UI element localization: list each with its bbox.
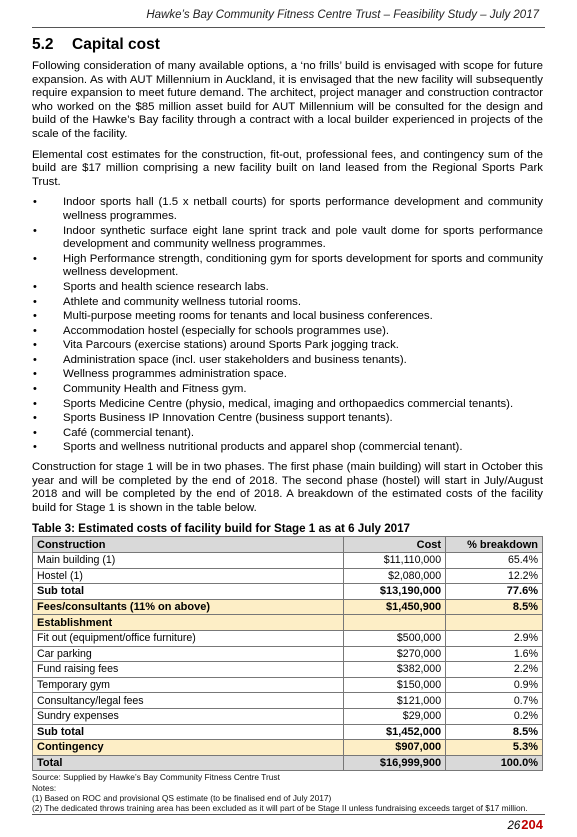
cell-cost: $13,190,000 bbox=[344, 584, 446, 600]
footer-divider bbox=[32, 814, 545, 815]
bullet-icon: • bbox=[33, 441, 37, 454]
cell-cost: $16,999,900 bbox=[344, 755, 446, 771]
table-row bbox=[33, 662, 543, 678]
cell-cost: $382,000 bbox=[344, 662, 446, 678]
cell-cost: $1,452,000 bbox=[344, 724, 446, 740]
list-item: • Sports Medicine Centre (physio, medical, imaging and orthopaedics commercial tenants). bbox=[33, 397, 514, 410]
table-row bbox=[33, 708, 543, 724]
facility-features-list bbox=[32, 196, 543, 455]
section-number: 5.2 bbox=[32, 36, 54, 53]
list-item: • Café (commercial tenant). bbox=[33, 426, 195, 439]
cell-percent: 5.3% bbox=[446, 740, 543, 756]
cell-item: Sundry expenses bbox=[33, 708, 344, 724]
list-item: • Sports and health science research labs. bbox=[33, 280, 269, 293]
cell-item: Establishment bbox=[33, 615, 344, 631]
table-row bbox=[33, 740, 543, 756]
note-1: (1) Based on ROC and provisional QS estimate (to be finalised end of July 2017) bbox=[32, 792, 332, 803]
source-note: Source: Supplied by Hawke’s Bay Community Fitness Centre Trust bbox=[32, 772, 280, 783]
cell-item: Temporary gym bbox=[33, 677, 344, 693]
table-row bbox=[33, 755, 543, 771]
list-item: • Indoor sports hall (1.5 x netball courts) for sports performance development and community wellness programmes. bbox=[33, 196, 543, 222]
list-item: • Indoor synthetic surface eight lane sprint track and pole vault dome for sports performance development and community wellness programmes. bbox=[33, 224, 543, 251]
cell-item: Fund raising fees bbox=[33, 662, 344, 678]
bullet-icon: • bbox=[33, 280, 37, 293]
table-row bbox=[33, 630, 543, 646]
cell-percent: 8.5% bbox=[446, 599, 543, 615]
page-number-local: 26 bbox=[507, 820, 521, 832]
bullet-icon: • bbox=[33, 310, 37, 323]
bullet-icon: • bbox=[33, 252, 37, 265]
bullet-icon: • bbox=[33, 196, 37, 209]
cell-item: Total bbox=[33, 755, 344, 771]
paragraph-construction-stages: Construction for stage 1 will be in two phases. The first phase (main building) will start in October this year and will be completed by the end of 2018. The second phase (hostel) will start in July/August 2018 and will be completed by the end of 2018. A breakdown of the estimated costs of the facility build for Stage 1 is shown in the table below. bbox=[32, 461, 543, 514]
list-item: • Administration space (incl. user stakeholders and business tenants). bbox=[33, 353, 407, 366]
cell-item: Sub total bbox=[33, 724, 344, 740]
cell-percent: 12.2% bbox=[446, 568, 543, 584]
bullet-icon: • bbox=[33, 383, 37, 396]
list-item: • Community Health and Fitness gym. bbox=[33, 383, 247, 396]
table-row bbox=[33, 693, 543, 709]
list-item: • Athlete and community wellness tutorial rooms. bbox=[33, 295, 302, 308]
bullet-icon: • bbox=[33, 295, 37, 308]
cell-percent: 0.9% bbox=[446, 677, 543, 693]
column-header-construction: Construction bbox=[33, 537, 344, 553]
cell-item: Contingency bbox=[33, 740, 344, 756]
section-heading bbox=[32, 36, 543, 54]
cell-item: Consultancy/legal fees bbox=[33, 693, 344, 709]
table-row bbox=[33, 568, 543, 584]
cell-cost: $29,000 bbox=[344, 708, 446, 724]
list-item: • Sports and wellness nutritional products and apparel shop (commercial tenant). bbox=[33, 441, 463, 454]
list-item: • Vita Parcours (exercise stations) around Sports Park jogging track. bbox=[33, 339, 399, 352]
cell-percent: 1.6% bbox=[446, 646, 543, 662]
cell-cost: $121,000 bbox=[344, 693, 446, 709]
table-row bbox=[33, 553, 543, 569]
cell-item: Main building (1) bbox=[33, 553, 344, 569]
table-row bbox=[33, 646, 543, 662]
cell-cost: $907,000 bbox=[344, 740, 446, 756]
list-item: • High Performance strength, conditioning gym for sports development for sports and community wellness development. bbox=[33, 252, 543, 279]
cell-percent: 77.6% bbox=[446, 584, 543, 600]
table-row bbox=[33, 724, 543, 740]
cell-item: Hostel (1) bbox=[33, 568, 344, 584]
table-notes bbox=[32, 772, 543, 813]
running-header: Hawke’s Bay Community Fitness Centre Trust – Feasibility Study – July 2017 bbox=[146, 9, 539, 21]
cell-item: Sub total bbox=[33, 584, 344, 600]
bullet-icon: • bbox=[33, 339, 37, 352]
cell-percent bbox=[446, 615, 543, 631]
note-2: (2) The dedicated throws training area has been excluded as it will part of be Stage II unless fundraising exceeds target of $17 million. bbox=[32, 803, 528, 814]
table-row bbox=[33, 615, 543, 631]
cell-cost: $2,080,000 bbox=[344, 568, 446, 584]
table-row bbox=[33, 599, 543, 615]
paragraph-cost-estimate: Elemental cost estimates for the construction, fit-out, professional fees, and contingency sum of the build are $17 million comprising a new facility built on land leased from the Regional Sports Park Trust. bbox=[32, 148, 543, 188]
cell-percent: 2.2% bbox=[446, 662, 543, 678]
cell-percent: 2.9% bbox=[446, 630, 543, 646]
table-caption: Table 3: Estimated costs of facility build for Stage 1 as at 6 July 2017 bbox=[32, 522, 410, 536]
list-item: • Wellness programmes administration space. bbox=[33, 368, 287, 381]
table-row bbox=[33, 677, 543, 693]
bullet-icon: • bbox=[33, 426, 37, 439]
cell-cost: $270,000 bbox=[344, 646, 446, 662]
cell-percent: 8.5% bbox=[446, 724, 543, 740]
cell-percent: 65.4% bbox=[446, 553, 543, 569]
header-divider bbox=[32, 27, 545, 28]
cell-cost: $500,000 bbox=[344, 630, 446, 646]
cell-item: Fit out (equipment/office furniture) bbox=[33, 630, 344, 646]
cell-percent: 0.2% bbox=[446, 708, 543, 724]
bullet-icon: • bbox=[33, 353, 37, 366]
bullet-icon: • bbox=[33, 412, 37, 425]
bullet-icon: • bbox=[33, 368, 37, 381]
bullet-icon: • bbox=[33, 324, 37, 337]
bullet-icon: • bbox=[33, 224, 37, 237]
cell-item: Car parking bbox=[33, 646, 344, 662]
list-item: • Multi-purpose meeting rooms for tenants and local business conferences. bbox=[33, 310, 433, 323]
column-header-breakdown: % breakdown bbox=[446, 537, 543, 553]
cell-cost: $11,110,000 bbox=[344, 553, 446, 569]
cost-table bbox=[32, 536, 543, 771]
cell-cost: $150,000 bbox=[344, 677, 446, 693]
table-row bbox=[33, 584, 543, 600]
cell-cost bbox=[344, 615, 446, 631]
page-content bbox=[32, 36, 543, 814]
table-header-row bbox=[33, 537, 543, 553]
cell-cost: $1,450,900 bbox=[344, 599, 446, 615]
cell-percent: 100.0% bbox=[446, 755, 543, 771]
paragraph-intro: Following consideration of many available options, a ‘no frills’ build is envisaged with scope for future expansion. As with AUT Millennium in Auckland, it is envisaged that the new facility will subsequently require expansion to meet future demand. The architect, project manager and construction contractor who worked on the $85 million asset build for AUT Millennium will be consulted for the design and build of the Hawke’s Bay facility through a contract with a local builder experienced in projects of the scale of the facility. bbox=[32, 60, 543, 140]
column-header-cost: Cost bbox=[344, 537, 446, 553]
list-item: • Accommodation hostel (especially for schools programmes use). bbox=[33, 324, 390, 337]
page-number-document: 204 bbox=[521, 817, 543, 832]
notes-heading: Notes: bbox=[32, 782, 57, 793]
cell-item: Fees/consultants (11% on above) bbox=[33, 599, 344, 615]
bullet-icon: • bbox=[33, 397, 37, 410]
list-item: • Sports Business IP Innovation Centre (business support tenants). bbox=[33, 412, 393, 425]
section-title: Capital cost bbox=[72, 36, 160, 53]
cell-percent: 0.7% bbox=[446, 693, 543, 709]
page-number bbox=[508, 817, 544, 832]
